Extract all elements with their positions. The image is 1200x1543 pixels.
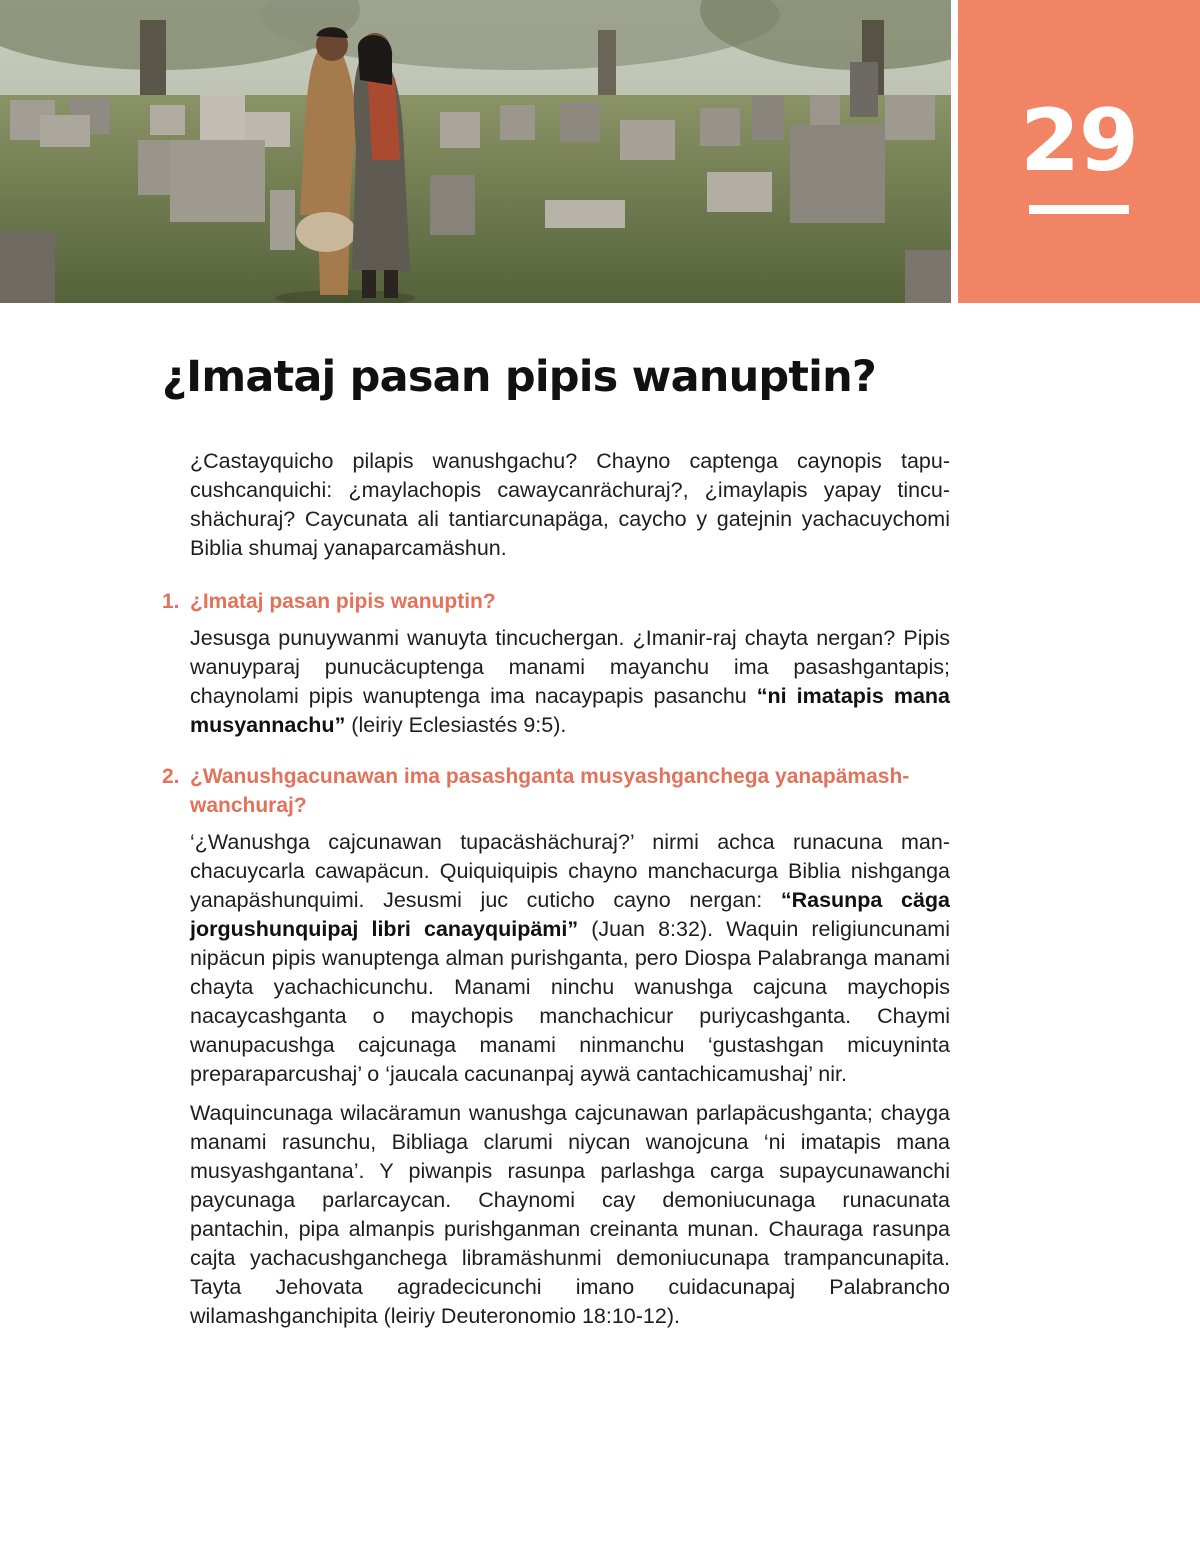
cemetery-illustration <box>0 0 951 303</box>
question-number: 2. <box>162 765 180 788</box>
page-title: ¿Imataj pasan pipis wanuptin? <box>162 352 877 402</box>
question-text: ¿Imataj pasan pipis wanuptin? <box>190 590 496 613</box>
question-heading-2 <box>162 762 950 820</box>
section-2-paragraph-1 <box>190 828 950 1089</box>
lesson-content <box>162 447 951 1341</box>
scripture-quote: “ni imatapis mana musyannachu” <box>190 684 951 737</box>
scripture-quote: “Rasunpa cäga jorgushunquipaj libri canayquipämi” <box>190 888 950 941</box>
question-heading-1 <box>162 587 950 616</box>
section-1-paragraph <box>190 624 950 740</box>
lesson-number-underline <box>1029 205 1129 214</box>
lesson-number: 29 <box>1020 91 1138 191</box>
question-number: 1. <box>162 590 180 613</box>
paragraph-text: Jesusga punuywanmi wanuyta tincuchergan. ¿Imanir-raj chayta nergan? Pipis wanuyparaj punucäcuptenga manami mayanchu ima pasashgantapis; chaynolami pipis wanuptenga ima nacaypapis pasanchu <box>190 626 950 708</box>
paragraph-text: (Juan 8:32). Waquin religiuncunami nipäcun pipis wanuptenga alman purishganta, pero Diospa Palabranga manami chayta yachachicunchu. Manami ninchu wanushga cajcuna maychopis nacaycashganta o maychopis manchachicur puriycashganta. Chaymi wanupacushga cajcunaga manami ninmanchu ‘gustashgan micuyninta preparaparcushaj’ o ‘jaucala cacunanpaj aywä cantachicamushaj’ nir. <box>190 917 950 1086</box>
paragraph-text: ‘¿Wanushga cajcunawan tupacäshächuraj?’ nirmi achca runacuna manchacuycarla cawapäcun. Quiquiquipis chayno manchacurga Biblia nishganga yanapäshunquimi. Jesusmi juc cuticho cayno nergan: <box>190 830 950 912</box>
intro-paragraph: ¿Castayquicho pilapis wanushgachu? Chayno captenga caynopis tapucushcanquichi: ¿maylachopis cawaycanrächuraj?, ¿imaylapis yapay tincushächuraj? Caycunata ali tantiarcunapäga, caycho y gatejnin yachacuychomi Biblia shumaj yanaparcamäshun. <box>190 449 950 560</box>
header-photo <box>0 0 951 303</box>
section-2-paragraph-2: Waquincunaga wilacäramun wanushga cajcunawan parlapäcushganta; chayga manami rasunchu, Bibliaga clarumi niycan wanojcuna ‘ni imatapis mana musyashgantana’. Y piwanpis rasunpa parlashga carga supaycunawanchi paycunaga parlarcaycan. Chaynomi cay demoniucunaga runacunata pantachin, pipa almanpis purishganman creinanta munan. Chauraga rasunpa cajta yachacushganchega libramäshunmi demoniucunapa trampancunapita. Tayta Jehovata agradecicunchi imano cuidacunapaj Palabrancho wilamashganchipita (leiriy Deuteronomio 18:10-12). <box>190 1101 950 1328</box>
lesson-number-box <box>958 0 1200 303</box>
paragraph-text: (leiriy Eclesiastés 9:5). <box>345 713 567 737</box>
question-text: ¿Wanushgacunawan ima pasashganta musyashganchega yanapämashwanchuraj? <box>190 765 910 817</box>
